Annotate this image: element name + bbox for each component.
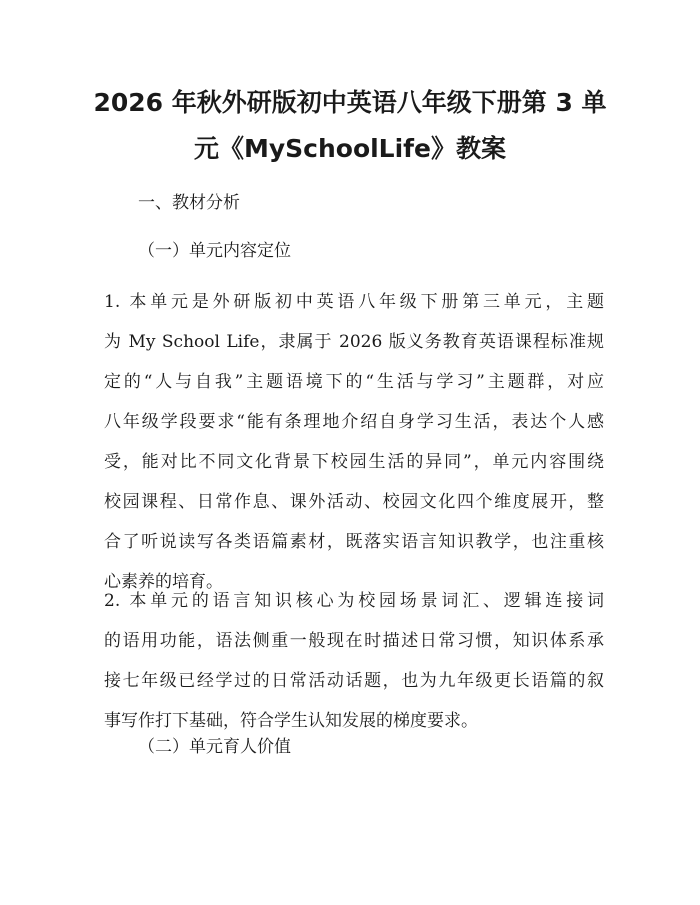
- paragraph-line: 合了听说读写各类语篇素材，既落实语言知识教学，也注重核: [104, 532, 604, 552]
- document-title-line-2: 元《MySchoolLife》教案: [193, 134, 507, 163]
- subsection-heading-unit-positioning: （一）单元内容定位: [138, 241, 291, 261]
- paragraph-unit-content: [104, 282, 604, 602]
- section-heading-textbook-analysis: 一、教材分析: [138, 193, 240, 213]
- paragraph-line: 的语用功能，语法侧重一般现在时描述日常习惯，知识体系承: [104, 631, 604, 651]
- document-title-line-1: 2026 年秋外研版初中英语八年级下册第 3 单: [93, 88, 607, 117]
- paragraph-line: 定的“人与自我”主题语境下的“生活与学习”主题群，对应: [104, 372, 604, 392]
- paragraph-line: 接七年级已经学过的日常活动话题，也为九年级更长语篇的叙: [104, 671, 604, 691]
- paragraph-line: 校园课程、日常作息、课外活动、校园文化四个维度展开，整: [104, 492, 604, 512]
- subsection-heading-educational-value: （二）单元育人价值: [138, 737, 291, 757]
- paragraph-line: 为 My School Life，隶属于 2026 版义务教育英语课程标准规: [104, 332, 604, 352]
- paragraph-language-knowledge: [104, 581, 604, 741]
- paragraph-line: 事写作打下基础，符合学生认知发展的梯度要求。: [104, 711, 478, 731]
- paragraph-line: 受，能对比不同文化背景下校园生活的异同”，单元内容围绕: [104, 452, 604, 472]
- paragraph-line: 1. 本单元是外研版初中英语八年级下册第三单元，主题: [104, 292, 604, 312]
- paragraph-line: 2. 本单元的语言知识核心为校园场景词汇、逻辑连接词: [104, 591, 604, 611]
- paragraph-line: 心素养的培育。: [104, 572, 223, 592]
- paragraph-line: 八年级学段要求“能有条理地介绍自身学习生活，表达个人感: [104, 412, 604, 432]
